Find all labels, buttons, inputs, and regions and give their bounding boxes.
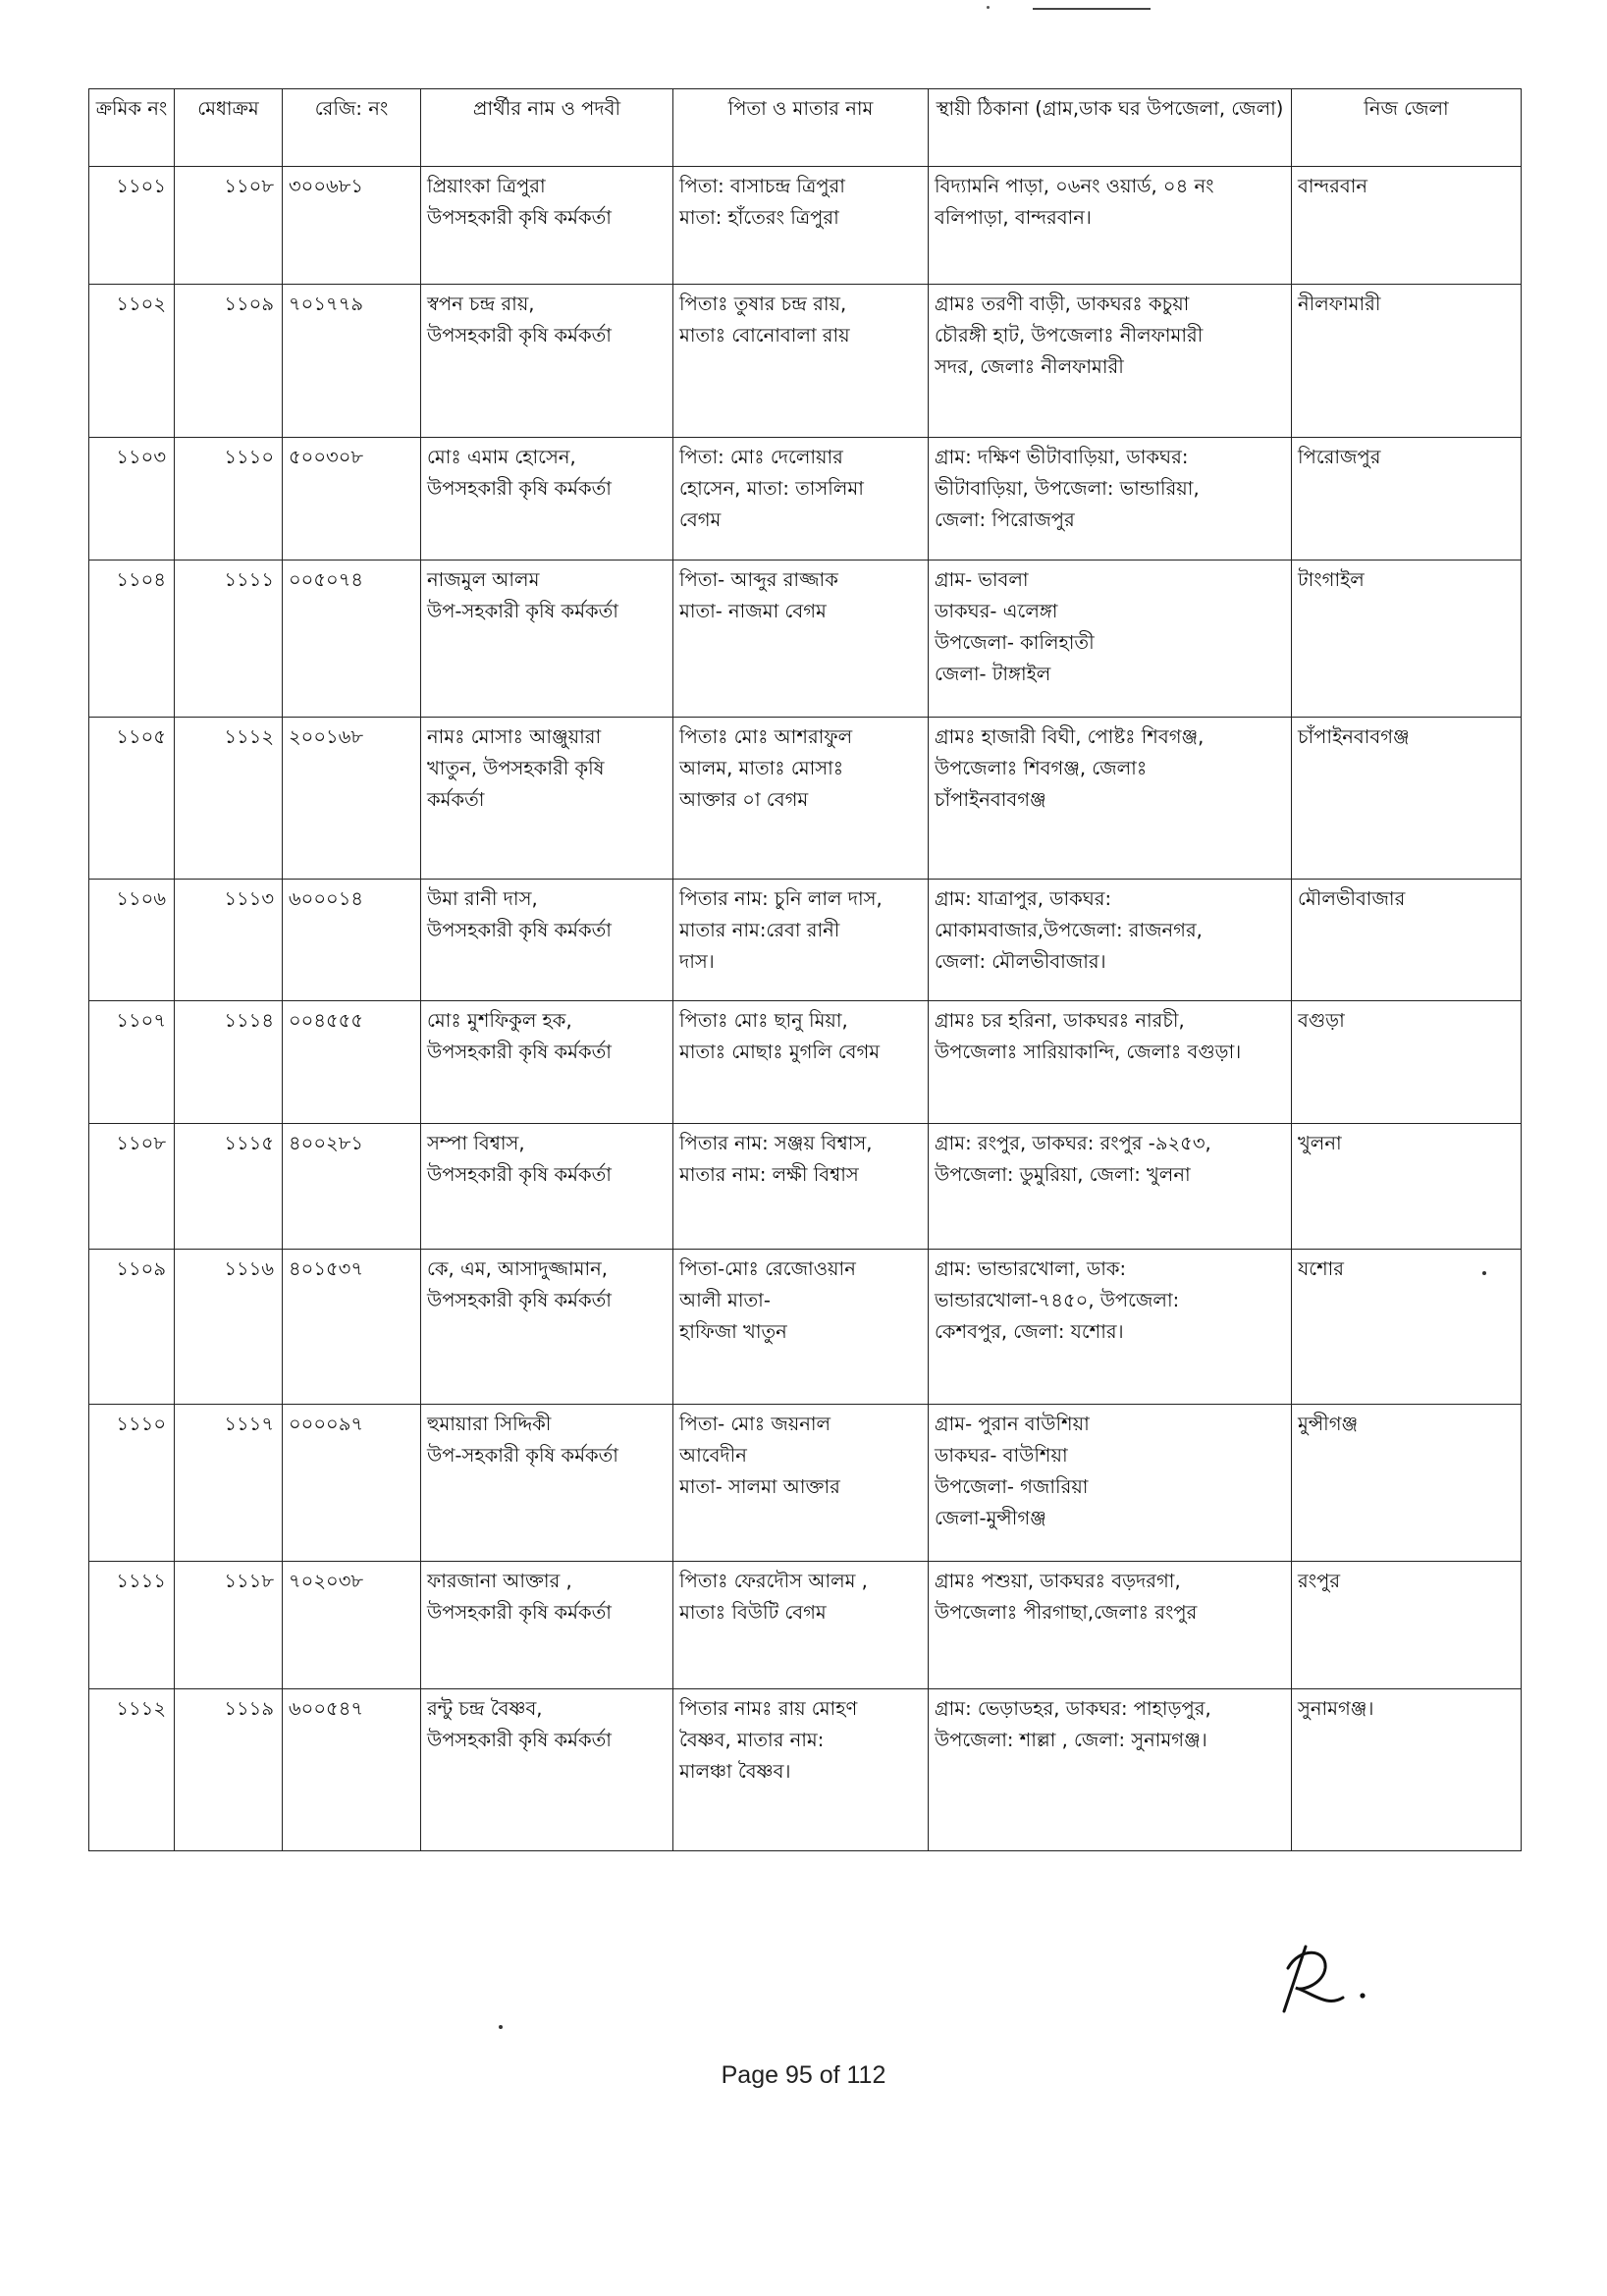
cell-parents: পিতাঃ তুষার চন্দ্র রায়, মাতাঃ বোনোবালা রায় xyxy=(673,285,929,438)
header-parents: পিতা ও মাতার নাম xyxy=(673,89,929,167)
cell-reg: ০০৪৫৫৫ xyxy=(283,1001,421,1124)
scan-dot xyxy=(499,2025,503,2029)
cell-serial: ১১০৬ xyxy=(89,880,175,1001)
cell-district: মুন্সীগঞ্জ xyxy=(1292,1405,1522,1562)
header-district: নিজ জেলা xyxy=(1292,89,1522,167)
page-number: Page 95 of 112 xyxy=(721,2061,886,2089)
cell-parents: পিতা-মোঃ রেজোওয়ান আলী মাতা- হাফিজা খাতুন xyxy=(673,1250,929,1405)
cell-merit: ১১০৯ xyxy=(175,285,283,438)
cell-parents: পিতাঃ মোঃ ছানু মিয়া, মাতাঃ মোছাঃ মুগলি বেগম xyxy=(673,1001,929,1124)
table-row xyxy=(89,561,1522,718)
cell-serial: ১১০১ xyxy=(89,167,175,285)
table-row xyxy=(89,1001,1522,1124)
table-row xyxy=(89,1562,1522,1689)
cell-parents: পিতা- মোঃ জয়নাল আবেদীন মাতা- সালমা আক্তার xyxy=(673,1405,929,1562)
cell-address: গ্রাম: রংপুর, ডাকঘর: রংপুর -৯২৫৩, উপজেলা: ডুমুরিয়া, জেলা: খুলনা xyxy=(929,1124,1292,1250)
cell-address: গ্রাম: ভেড়াডহর, ডাকঘর: পাহাড়পুর, উপজেলা: শাল্লা , জেলা: সুনামগঞ্জ। xyxy=(929,1689,1292,1851)
cell-name: স্বপন চন্দ্র রায়, উপসহকারী কৃষি কর্মকর্তা xyxy=(421,285,673,438)
cell-district: মৌলভীবাজার xyxy=(1292,880,1522,1001)
top-rule xyxy=(1033,8,1151,10)
cell-name: উমা রানী দাস, উপসহকারী কৃষি কর্মকর্তা xyxy=(421,880,673,1001)
cell-address: গ্রামঃ চর হরিনা, ডাকঘরঃ নারচী, উপজেলাঃ সারিয়াকান্দি, জেলাঃ বগুড়া। xyxy=(929,1001,1292,1124)
cell-reg: ০০৫০৭৪ xyxy=(283,561,421,718)
cell-address: গ্রাম: যাত্রাপুর, ডাকঘর: মোকামবাজার,উপজেলা: রাজনগর, জেলা: মৌলভীবাজার। xyxy=(929,880,1292,1001)
cell-serial: ১১১২ xyxy=(89,1689,175,1851)
cell-serial: ১১০৯ xyxy=(89,1250,175,1405)
table-header-row xyxy=(89,89,1522,167)
cell-name: নামঃ মোসাঃ আঞ্জুয়ারা খাতুন, উপসহকারী কৃষি কর্মকর্তা xyxy=(421,718,673,880)
header-merit: মেধাক্রম xyxy=(175,89,283,167)
cell-serial: ১১১১ xyxy=(89,1562,175,1689)
cell-serial: ১১০২ xyxy=(89,285,175,438)
cell-serial: ১১১০ xyxy=(89,1405,175,1562)
cell-parents: পিতার নামঃ রায় মোহণ বৈষ্ণব, মাতার নাম: মালঞ্চা বৈষ্ণব। xyxy=(673,1689,929,1851)
table-row xyxy=(89,1124,1522,1250)
cell-address: গ্রামঃ হাজারী বিঘী, পোষ্টঃ শিবগঞ্জ, উপজেলাঃ শিবগঞ্জ, জেলাঃ চাঁপাইনবাবগঞ্জ xyxy=(929,718,1292,880)
cell-merit: ১১১৭ xyxy=(175,1405,283,1562)
cell-name: মোঃ এমাম হোসেন, উপসহকারী কৃষি কর্মকর্তা xyxy=(421,438,673,561)
cell-name: হুমায়ারা সিদ্দিকী উপ-সহকারী কৃষি কর্মকর্তা xyxy=(421,1405,673,1562)
cell-parents: পিতার নাম: সঞ্জয় বিশ্বাস, মাতার নাম: লক্ষী বিশ্বাস xyxy=(673,1124,929,1250)
header-reg-no: রেজি: নং xyxy=(283,89,421,167)
cell-name: মোঃ মুশফিকুল হক, উপসহকারী কৃষি কর্মকর্তা xyxy=(421,1001,673,1124)
header-name: প্রার্থীর নাম ও পদবী xyxy=(421,89,673,167)
cell-reg: ৬০০৫৪৭ xyxy=(283,1689,421,1851)
cell-name: নাজমুল আলম উপ-সহকারী কৃষি কর্মকর্তা xyxy=(421,561,673,718)
cell-merit: ১১১৮ xyxy=(175,1562,283,1689)
table-row xyxy=(89,167,1522,285)
cell-serial: ১১০৩ xyxy=(89,438,175,561)
cell-merit: ১১১১ xyxy=(175,561,283,718)
cell-serial: ১১০৮ xyxy=(89,1124,175,1250)
cell-district: পিরোজপুর xyxy=(1292,438,1522,561)
cell-name: ফারজানা আক্তার , উপসহকারী কৃষি কর্মকর্তা xyxy=(421,1562,673,1689)
table-row xyxy=(89,438,1522,561)
header-serial: ক্রমিক নং xyxy=(89,89,175,167)
cell-reg: ৬০০০১৪ xyxy=(283,880,421,1001)
cell-merit: ১১১৯ xyxy=(175,1689,283,1851)
cell-district: সুনামগঞ্জ। xyxy=(1292,1689,1522,1851)
table-row xyxy=(89,880,1522,1001)
cell-parents: পিতার নাম: চুনি লাল দাস, মাতার নাম:রেবা রানী দাস। xyxy=(673,880,929,1001)
cell-name: সম্পা বিশ্বাস, উপসহকারী কৃষি কর্মকর্তা xyxy=(421,1124,673,1250)
cell-name: প্রিয়াংকা ত্রিপুরা উপসহকারী কৃষি কর্মকর্তা xyxy=(421,167,673,285)
cell-parents: পিতা: মোঃ দেলোয়ার হোসেন, মাতা: তাসলিমা বেগম xyxy=(673,438,929,561)
cell-parents: পিতাঃ ফেরদৌস আলম , মাতাঃ বিউটি বেগম xyxy=(673,1562,929,1689)
cell-address: গ্রামঃ তরণী বাড়ী, ডাকঘরঃ কচুয়া চৌরঙ্গী হাট, উপজেলাঃ নীলফামারী সদর, জেলাঃ নীলফামারী xyxy=(929,285,1292,438)
cell-serial: ১১০৭ xyxy=(89,1001,175,1124)
cell-district: খুলনা xyxy=(1292,1124,1522,1250)
table-row xyxy=(89,285,1522,438)
handwritten-signature xyxy=(1266,1939,1404,2017)
table-row xyxy=(89,1250,1522,1405)
cell-district: রংপুর xyxy=(1292,1562,1522,1689)
cell-merit: ১১০৮ xyxy=(175,167,283,285)
table-row xyxy=(89,718,1522,880)
cell-serial: ১১০৪ xyxy=(89,561,175,718)
header-address: স্থায়ী ঠিকানা (গ্রাম,ডাক ঘর উপজেলা, জেলা) xyxy=(929,89,1292,167)
candidate-table xyxy=(88,88,1522,1851)
cell-merit: ১১১০ xyxy=(175,438,283,561)
cell-district: বগুড়া xyxy=(1292,1001,1522,1124)
cell-reg: ২০০১৬৮ xyxy=(283,718,421,880)
cell-merit: ১১১৬ xyxy=(175,1250,283,1405)
cell-reg: ৪০১৫৩৭ xyxy=(283,1250,421,1405)
cell-reg: ৩০০৬৮১ xyxy=(283,167,421,285)
cell-district: নীলফামারী xyxy=(1292,285,1522,438)
cell-merit: ১১১৫ xyxy=(175,1124,283,1250)
cell-district: বান্দরবান xyxy=(1292,167,1522,285)
cell-parents: পিতাঃ মোঃ আশরাফুল আলম, মাতাঃ মোসাঃ আক্তার ০া বেগম xyxy=(673,718,929,880)
scan-dot xyxy=(987,6,990,9)
table-row xyxy=(89,1405,1522,1562)
cell-district: টাংগাইল xyxy=(1292,561,1522,718)
cell-serial: ১১০৫ xyxy=(89,718,175,880)
cell-address: বিদ্যামনি পাড়া, ০৬নং ওয়ার্ড, ০৪ নং বলিপাড়া, বান্দরবান। xyxy=(929,167,1292,285)
cell-reg: ৭০২০৩৮ xyxy=(283,1562,421,1689)
cell-address: গ্রাম: ভান্ডারখোলা, ডাক: ভান্ডারখোলা-৭৪৫০, উপজেলা: কেশবপুর, জেলা: যশোর। xyxy=(929,1250,1292,1405)
cell-address: গ্রাম- পুরান বাউশিয়া ডাকঘর- বাউশিয়া উপজেলা- গজারিয়া জেলা-মুন্সীগঞ্জ xyxy=(929,1405,1292,1562)
cell-reg: ৭০১৭৭৯ xyxy=(283,285,421,438)
cell-merit: ১১১২ xyxy=(175,718,283,880)
cell-reg: ৫০০৩০৮ xyxy=(283,438,421,561)
cell-district: যশোর xyxy=(1292,1250,1522,1405)
cell-address: গ্রাম: দক্ষিণ ভীটাবাড়িয়া, ডাকঘর: ভীটাবাড়িয়া, উপজেলা: ভান্ডারিয়া, জেলা: পিরোজপুর xyxy=(929,438,1292,561)
cell-name: রন্টু চন্দ্র বৈষ্ণব, উপসহকারী কৃষি কর্মকর্তা xyxy=(421,1689,673,1851)
cell-merit: ১১১৪ xyxy=(175,1001,283,1124)
cell-district: চাঁপাইনবাবগঞ্জ xyxy=(1292,718,1522,880)
cell-parents: পিতা- আব্দুর রাজ্জাক মাতা- নাজমা বেগম xyxy=(673,561,929,718)
cell-address: গ্রাম- ভাবলা ডাকঘর- এলেঙ্গা উপজেলা- কালিহাতী জেলা- টাঙ্গাইল xyxy=(929,561,1292,718)
cell-reg: ০০০০৯৭ xyxy=(283,1405,421,1562)
cell-name: কে, এম, আসাদুজ্জামান, উপসহকারী কৃষি কর্মকর্তা xyxy=(421,1250,673,1405)
cell-address: গ্রামঃ পশুয়া, ডাকঘরঃ বড়দরগা, উপজেলাঃ পীরগাছা,জেলাঃ রংপুর xyxy=(929,1562,1292,1689)
cell-reg: ৪০০২৮১ xyxy=(283,1124,421,1250)
table-row xyxy=(89,1689,1522,1851)
cell-parents: পিতা: বাসাচন্দ্র ত্রিপুরা মাতা: হাঁতেরং ত্রিপুরা xyxy=(673,167,929,285)
scan-dot xyxy=(1482,1271,1486,1275)
cell-merit: ১১১৩ xyxy=(175,880,283,1001)
